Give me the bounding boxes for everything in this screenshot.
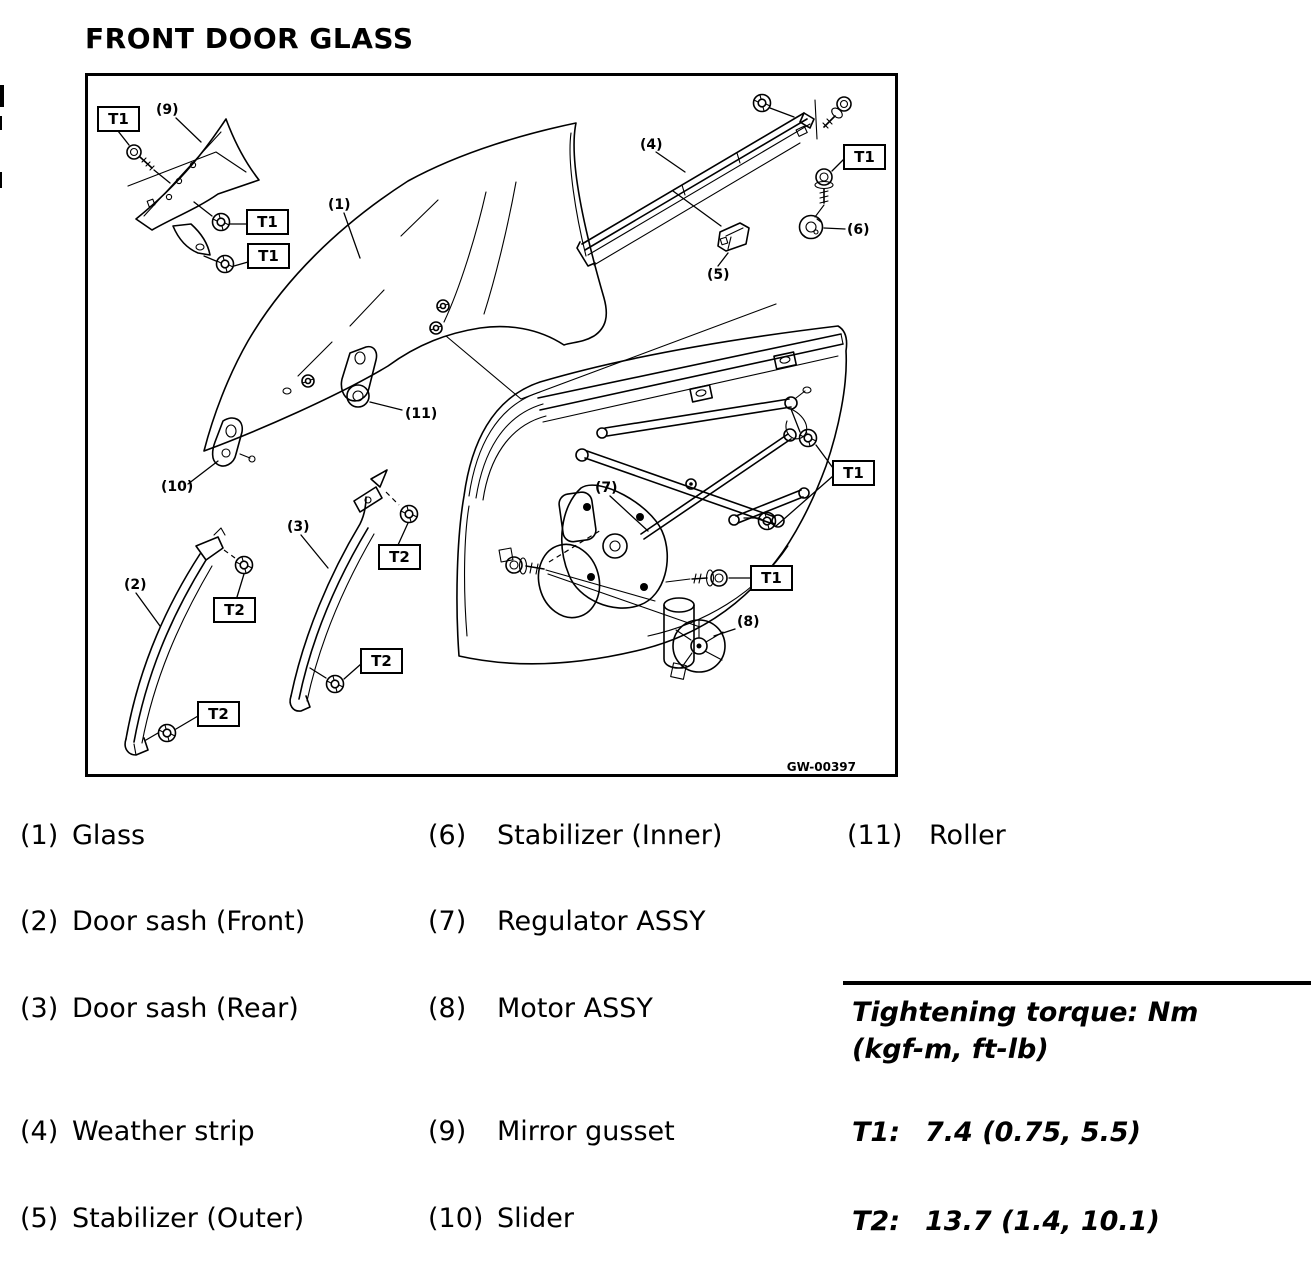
screw-icon — [127, 145, 154, 170]
callout-6: (6) — [847, 222, 870, 238]
nut-icon — [213, 214, 230, 231]
nut-icon — [759, 513, 776, 530]
part-name: Roller — [929, 820, 1006, 851]
part-number: (10) — [428, 1203, 484, 1234]
page-title: FRONT DOOR GLASS — [85, 22, 414, 55]
torque-tag-label: T1 — [257, 213, 278, 231]
torque-tag-label: T2 — [224, 601, 245, 619]
list-item — [20, 1116, 255, 1147]
leader-line — [176, 716, 198, 729]
torque-heading — [852, 994, 1198, 1068]
part-number: (11) — [847, 820, 903, 851]
stabilizer-outer — [718, 223, 749, 251]
torque-tag-label: T2 — [389, 548, 410, 566]
slider — [213, 418, 255, 466]
leader-line — [832, 159, 844, 171]
weather-strip — [577, 113, 814, 266]
door-sash-rear — [290, 470, 387, 711]
scan-artifact — [0, 85, 4, 107]
list-item — [428, 1116, 675, 1147]
callout-10: (10) — [161, 479, 194, 495]
figure-frame — [85, 73, 898, 777]
leader-line — [386, 492, 399, 505]
leader-line — [673, 191, 721, 226]
leader-line — [714, 629, 735, 636]
nut-icon — [754, 95, 771, 112]
list-item — [428, 906, 706, 937]
list-item — [847, 820, 1006, 851]
torque-heading-line2: (kgf-m, ft-lb) — [852, 1034, 1049, 1065]
torque-tag-label: T1 — [258, 247, 279, 265]
list-item — [428, 820, 722, 851]
part-name: Glass — [72, 820, 146, 851]
leader-line — [824, 228, 845, 229]
leader-line — [610, 496, 648, 531]
list-item — [20, 906, 305, 937]
stabilizer-inner — [800, 216, 823, 239]
roller — [341, 347, 376, 407]
leader-line — [370, 402, 402, 410]
screw-icon — [815, 97, 851, 139]
grommet-icon — [302, 375, 314, 387]
part-number: (6) — [428, 820, 467, 851]
torque-entry-value: 13.7 (1.4, 10.1) — [925, 1206, 1160, 1237]
scan-artifact — [0, 116, 2, 130]
part-number: (7) — [428, 906, 467, 937]
leader-line — [188, 461, 218, 484]
callout-4: (4) — [640, 137, 663, 153]
grommet-icon — [283, 388, 291, 394]
list-item — [428, 1203, 574, 1234]
callout-3: (3) — [287, 519, 310, 535]
part-number: (1) — [20, 820, 59, 851]
callout-7: (7) — [595, 480, 618, 496]
part-name: Regulator ASSY — [497, 906, 706, 937]
leader-line — [770, 108, 794, 117]
part-name: Stabilizer (Outer) — [72, 1203, 305, 1234]
leader-line — [718, 253, 728, 266]
torque-entry-value: 7.4 (0.75, 5.5) — [925, 1117, 1142, 1148]
leader-line — [237, 574, 244, 597]
callout-9: (9) — [156, 102, 179, 118]
part-number: (5) — [20, 1203, 59, 1234]
exploded-diagram — [88, 76, 895, 774]
torque-tag-label: T1 — [854, 148, 875, 166]
nut-icon — [236, 557, 253, 574]
callout-2: (2) — [124, 577, 147, 593]
torque-tag-label: T1 — [761, 569, 782, 587]
part-number: (4) — [20, 1116, 59, 1147]
part-name: Door sash (Rear) — [72, 993, 299, 1024]
torque-entry-t2 — [852, 1206, 1160, 1237]
list-item — [20, 1203, 304, 1234]
leader-line — [301, 535, 328, 568]
list-item — [20, 820, 145, 851]
leader-line — [118, 131, 129, 145]
leader-line — [146, 733, 158, 740]
part-number: (2) — [20, 906, 59, 937]
part-name: Weather strip — [72, 1116, 255, 1147]
torque-entry-label: T1: — [852, 1117, 901, 1148]
callout-8: (8) — [737, 614, 760, 630]
list-item — [428, 993, 653, 1024]
torque-heading-line1: Tightening torque: Nm — [852, 997, 1199, 1028]
torque-rule — [843, 981, 1311, 985]
leader-line — [176, 118, 201, 142]
nut-icon — [327, 676, 344, 693]
part-number: (9) — [428, 1116, 467, 1147]
leader-line — [224, 550, 235, 558]
list-item — [20, 993, 299, 1024]
part-number: (3) — [20, 993, 59, 1024]
leader-line — [398, 523, 408, 545]
torque-entry-label: T2: — [852, 1206, 901, 1237]
callout-1: (1) — [328, 197, 351, 213]
figure-code: GW-00397 — [786, 760, 856, 774]
part-name: Mirror gusset — [497, 1116, 675, 1147]
part-name: Door sash (Front) — [72, 906, 306, 937]
grommet-icon — [437, 300, 449, 312]
nut-icon — [401, 506, 418, 523]
part-number: (8) — [428, 993, 467, 1024]
nut-icon — [159, 725, 176, 742]
part-name: Motor ASSY — [497, 993, 653, 1024]
projection-line — [446, 304, 776, 399]
leader-line — [344, 213, 360, 258]
torque-entry-t1 — [852, 1117, 1141, 1148]
beltline-clip — [690, 385, 712, 402]
torque-tag-label: T2 — [208, 705, 229, 723]
torque-tag-label: T1 — [843, 464, 864, 482]
callout-11: (11) — [405, 406, 438, 422]
leader-line — [154, 170, 170, 183]
bolt-icon — [815, 169, 833, 217]
mirror-gusset — [128, 119, 259, 255]
part-name: Slider — [497, 1203, 574, 1234]
callout-5: (5) — [707, 267, 730, 283]
torque-tag-label: T2 — [371, 652, 392, 670]
leader-line — [656, 152, 685, 172]
torque-tag-label: T1 — [108, 110, 129, 128]
part-name: Stabilizer (Inner) — [497, 820, 723, 851]
door-glass — [204, 123, 606, 451]
bolt-icon — [666, 570, 727, 586]
leader-line — [136, 593, 160, 626]
leader-line — [344, 664, 361, 679]
scan-artifact — [0, 172, 2, 188]
grommet-icon — [430, 322, 442, 334]
nut-icon — [217, 256, 234, 273]
